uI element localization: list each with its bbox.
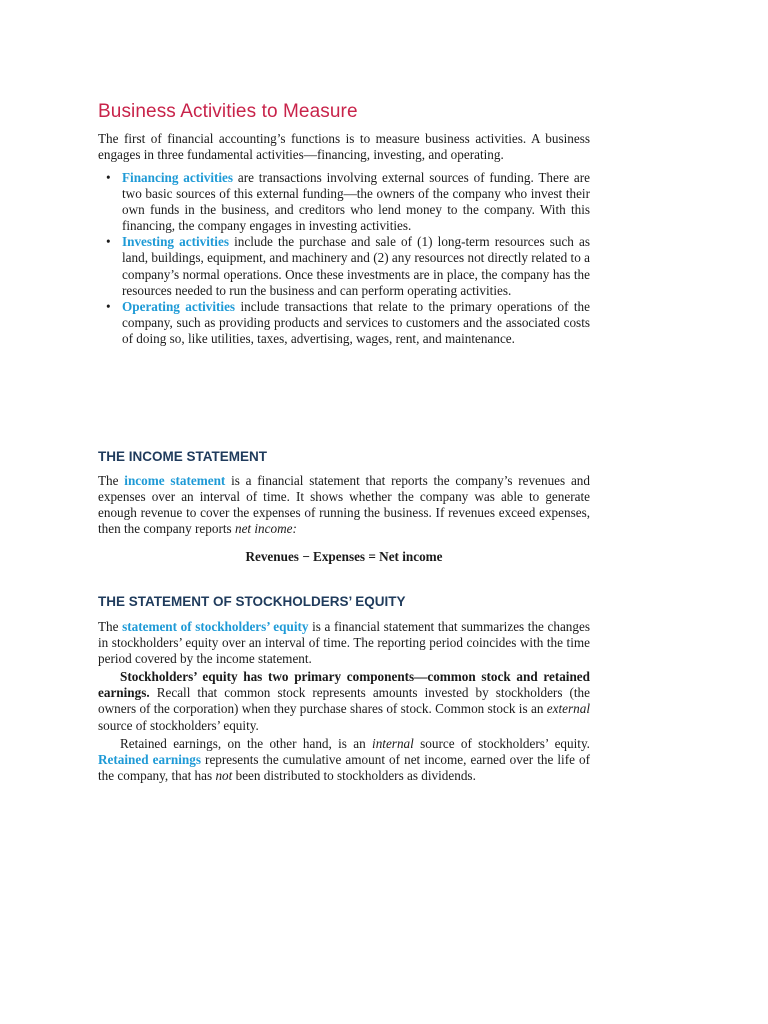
equity-paragraph-2 — [98, 669, 590, 733]
equity-p2-em: external — [546, 701, 590, 717]
term-financing-activities: Financing activities — [122, 170, 234, 185]
section-title: Business Activities to Measure — [98, 101, 358, 122]
bullet-icon: • — [106, 234, 111, 250]
section-business-activities — [98, 101, 590, 123]
term-operating-activities: Operating activities — [122, 298, 236, 314]
equity-p1-rest: is a financial statement that summarizes the changes in stockholders’ equity over an interval of time. The reporting period coincides with the time period covered by the income statement. — [98, 619, 590, 667]
equity-p3-c: represents the cumulative amount of net income, earned over the life of the company, that has — [98, 751, 590, 783]
equity-p2-b: source of stockholders’ equity. — [98, 717, 259, 733]
equity-heading: THE STATEMENT OF STOCKHOLDERS’ EQUITY — [98, 594, 406, 609]
income-paragraph — [98, 473, 590, 537]
term-income-statement: income statement — [124, 473, 226, 488]
income-heading: THE INCOME STATEMENT — [98, 449, 267, 464]
equity-p3-em2: not — [215, 767, 233, 783]
investing-description: include the purchase and sale of (1) long-term resources such as land, buildings, equipment, and machinery and (2) any resources not directly related to a company’s normal operations. Once these investments are in place, the company has the resources needed to run the business and can perform operating activities. — [122, 234, 590, 298]
section-income-statement — [98, 449, 590, 464]
list-item-financing — [98, 170, 590, 234]
equity-p2-bold: Stockholders’ equity has two primary components—common stock and retained earnings. — [98, 669, 590, 701]
intro-block — [98, 131, 590, 163]
activities-list-block — [98, 170, 590, 347]
list-item-investing — [98, 234, 590, 298]
intro-paragraph: The first of financial accounting’s functions is to measure business activities. A business engages in three fundamental activities—financing, investing, and operating. — [98, 131, 590, 163]
income-body — [98, 473, 590, 537]
activities-list — [98, 170, 590, 347]
equity-p3-em: internal — [372, 735, 414, 751]
equity-p3-a: Retained earnings, on the other hand, is an — [120, 735, 373, 751]
bullet-icon: • — [106, 170, 111, 185]
income-text-em: net income: — [234, 521, 297, 537]
bullet-icon: • — [106, 298, 111, 314]
operating-description: include transactions that relate to the primary operations of the company, such as providing products and services to customers and the associated costs of doing so, like utilities, taxes, advertising, wages, rent, and maintenance. — [122, 298, 590, 346]
equity-body — [98, 619, 590, 784]
income-text-start: The — [98, 473, 125, 488]
equity-p3-b: source of stockholders’ equity. — [413, 735, 590, 751]
income-text-mid: is a financial statement that reports the company’s revenues and expenses over an interval of time. It shows whether the company was able to generate enough revenue to cover the expenses of running the business. If revenues exceed expenses, then the company reports — [98, 473, 590, 537]
term-investing-activities: Investing activities — [122, 234, 229, 250]
equity-paragraph-1 — [98, 619, 590, 667]
financing-description: are transactions involving external sources of funding. There are two basic sources of this external funding—the owners of the company who invest their own funds in the business, and creditors who lend money to the company. With this financing, the company engages in investing activities. — [122, 170, 590, 234]
net-income-formula: Revenues − Expenses = Net income — [245, 549, 443, 564]
equity-paragraph-3 — [98, 736, 590, 784]
equity-p2-a: Recall that common stock represents amounts invested by stockholders (the owners of the corporation) when they purchase shares of stock. Common stock is an — [98, 685, 590, 717]
formula-block — [98, 549, 590, 565]
section-stockholders-equity — [98, 594, 590, 609]
term-statement-of-stockholders-equity: statement of stockholders’ equity — [122, 619, 309, 634]
equity-p3-d: been distributed to stockholders as dividends. — [232, 767, 476, 783]
equity-p1-start: The — [98, 619, 123, 634]
term-retained-earnings: Retained earnings — [98, 751, 201, 767]
list-item-operating — [98, 299, 590, 347]
